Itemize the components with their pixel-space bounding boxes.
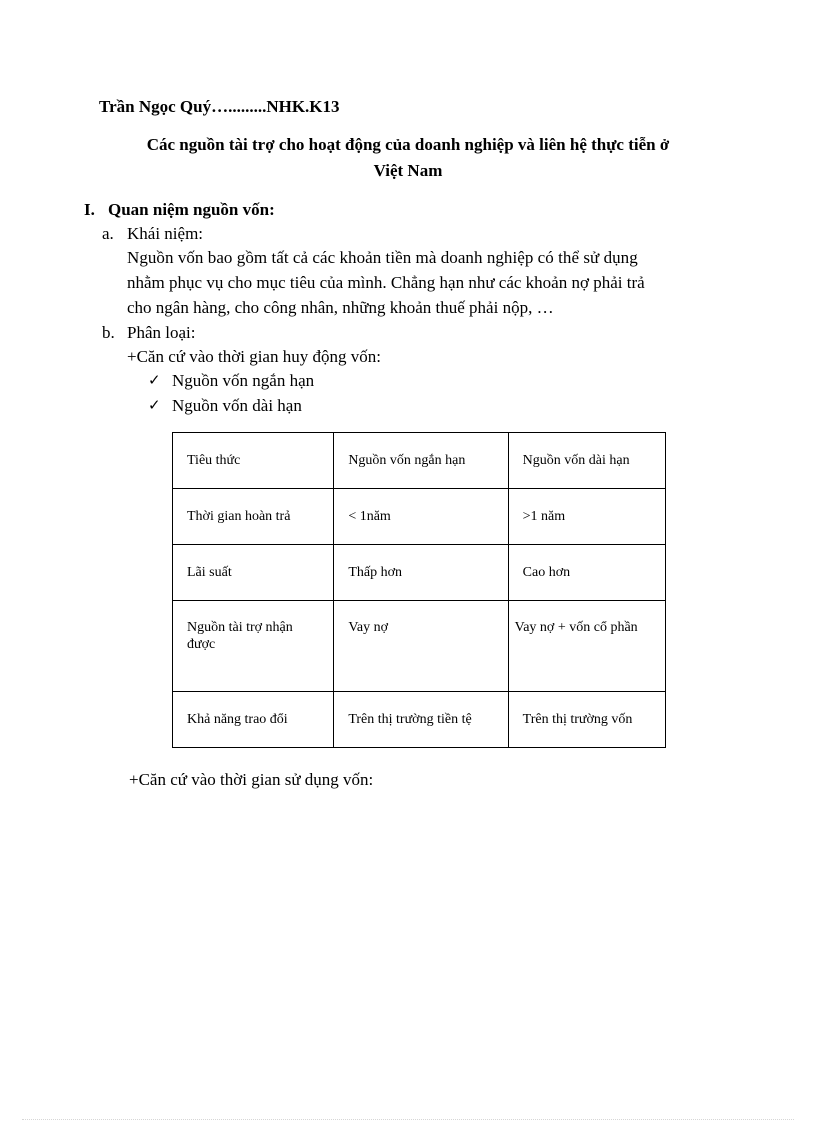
check-icon: ✓ xyxy=(148,396,161,414)
table-header-cell: Tiêu thức xyxy=(173,433,334,489)
list-item-label: Nguồn vốn dài hạn xyxy=(172,396,302,415)
table-cell: Cao hơn xyxy=(508,545,665,601)
table-cell: Thấp hơn xyxy=(334,545,508,601)
table-header-cell: Nguồn vốn dài hạn xyxy=(508,433,665,489)
criterion-mobilization-time: +Căn cứ vào thời gian huy động vốn: xyxy=(127,347,381,366)
table-row xyxy=(173,692,666,748)
criterion-usage-time: +Căn cứ vào thời gian sử dụng vốn: xyxy=(129,770,374,789)
capital-comparison-table xyxy=(172,432,666,748)
subsection-a-heading xyxy=(102,224,204,244)
table-cell: Khả năng trao đổi xyxy=(173,692,334,748)
table-row xyxy=(173,601,666,692)
section-1-heading xyxy=(84,200,275,220)
table-cell: Vay nợ + vốn cổ phần xyxy=(508,601,665,692)
subsection-a-title: Khái niệm: xyxy=(127,224,204,243)
table-cell: >1 năm xyxy=(508,489,665,545)
table-row xyxy=(173,489,666,545)
definition-line-3: cho ngân hàng, cho công nhân, những khoản thuế phải nộp, … xyxy=(127,298,554,317)
list-item-label: Nguồn vốn ngắn hạn xyxy=(172,371,315,390)
author-line: Trần Ngọc Quý….........NHK.K13 xyxy=(99,97,340,116)
table-cell: Trên thị trường vốn xyxy=(508,692,665,748)
table-cell: Vay nợ xyxy=(334,601,508,692)
table-cell: Thời gian hoàn trả xyxy=(173,489,334,545)
subsection-b-heading xyxy=(102,323,196,343)
table-cell: Lãi suất xyxy=(173,545,334,601)
list-item xyxy=(148,396,302,416)
subsection-b-letter: b. xyxy=(102,323,115,342)
section-1-number: I. xyxy=(84,200,95,219)
table-cell: Nguồn tài trợ nhận được xyxy=(173,601,334,692)
subsection-a-letter: a. xyxy=(102,224,114,243)
definition-line-1: Nguồn vốn bao gồm tất cả các khoản tiền mà doanh nghiệp có thể sử dụng xyxy=(127,248,638,267)
check-icon: ✓ xyxy=(148,371,161,389)
document-title-line-1: Các nguồn tài trợ cho hoạt động của doanh nghiệp và liên hệ thực tiễn ở xyxy=(146,135,670,154)
definition-line-2: nhằm phục vụ cho mục tiêu của mình. Chẳng hạn như các khoản nợ phải trả xyxy=(127,273,645,292)
page-bottom-divider xyxy=(22,1119,794,1120)
table-header-cell: Nguồn vốn ngắn hạn xyxy=(334,433,508,489)
document-title-line-2: Việt Nam xyxy=(373,161,443,180)
table-cell: < 1năm xyxy=(334,489,508,545)
section-1-title: Quan niệm nguồn vốn: xyxy=(108,200,275,219)
table-cell: Trên thị trường tiền tệ xyxy=(334,692,508,748)
table-row xyxy=(173,545,666,601)
list-item xyxy=(148,371,314,391)
table-header-row xyxy=(173,433,666,489)
subsection-b-title: Phân loại: xyxy=(127,323,196,342)
